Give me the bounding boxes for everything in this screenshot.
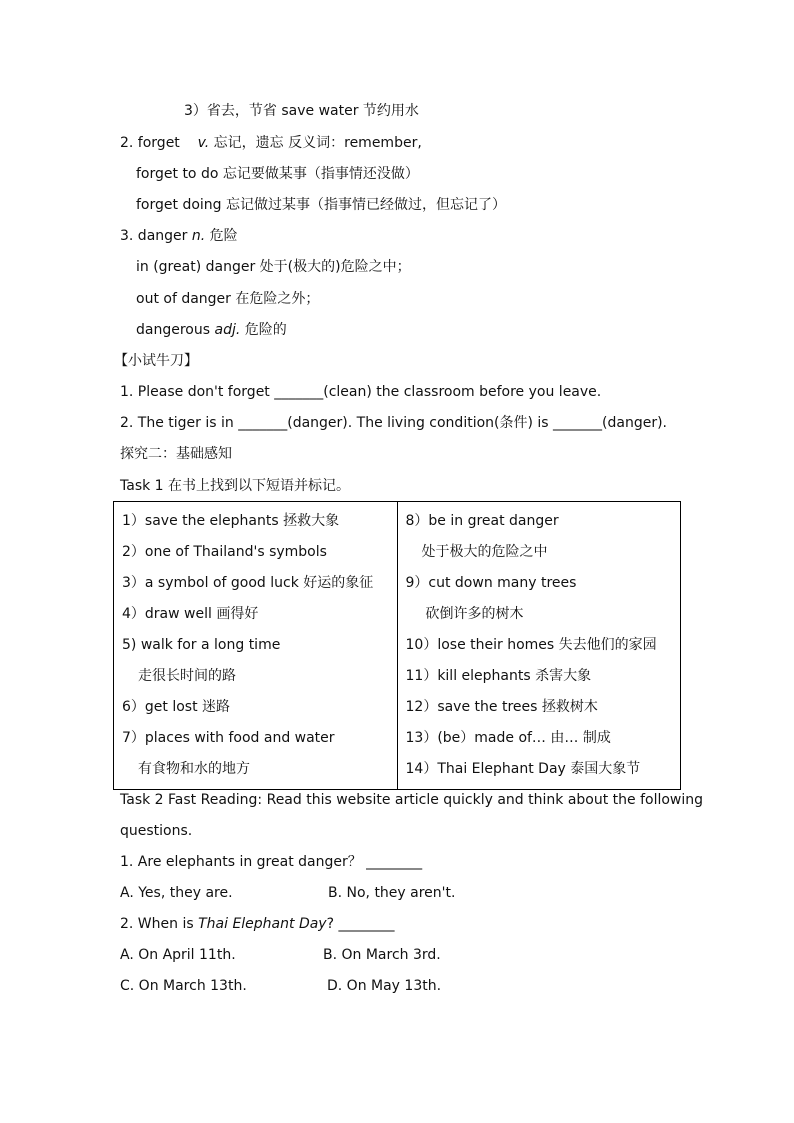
phrase-item: 1）save the elephants 拯救大象: [122, 513, 340, 529]
forget-word: 2. forget: [120, 135, 180, 151]
exercise-2: 2. The tiger is in _______(danger). The living condition(条件) is _______(danger).: [120, 415, 668, 431]
phrase-item: 11）kill elephants 杀害大象: [405, 668, 592, 684]
question-2-option-d: D. On May 13th.: [327, 978, 442, 994]
line-save-water: 3）省去，节省 save water 节约用水: [184, 103, 419, 119]
line-out-of-danger: out of danger 在危险之外；: [136, 291, 320, 307]
task-2-heading: Task 2 Fast Reading: Read this website article quickly and think about the following: [120, 792, 704, 808]
phrase-table: [113, 501, 681, 790]
phrase-column-left: [114, 502, 398, 790]
phrase-item: 8）be in great danger: [405, 513, 559, 529]
question-1-option-a: A. Yes, they are.: [120, 885, 233, 901]
question-2: [120, 914, 394, 934]
phrase-item: 10）lose their homes 失去他们的家园: [405, 637, 657, 653]
question-2-italic: Thai Elephant Day: [198, 916, 327, 932]
phrase-item: 5) walk for a long time: [122, 637, 281, 653]
phrase-item: 9）cut down many trees: [405, 575, 577, 591]
question-1-option-b: B. No, they aren't.: [328, 885, 456, 901]
danger-pos: n.: [191, 228, 206, 244]
phrase-translation: 走很长时间的路: [138, 668, 236, 684]
phrase-translation: 处于极大的危险之中: [421, 544, 548, 560]
question-2-suffix: ? ________: [326, 916, 395, 932]
dangerous-def: 危险的: [244, 322, 287, 338]
phrase-item: 13）(be）made of… 由… 制成: [405, 730, 611, 746]
line-forget-doing: forget doing 忘记做过某事（指事情已经做过，但忘记了）: [136, 197, 506, 213]
phrase-translation: 有食物和水的地方: [138, 761, 250, 777]
phrase-item: 4）draw well 画得好: [122, 606, 259, 622]
task-1-heading: Task 1 在书上找到以下短语并标记。: [120, 478, 351, 494]
question-2-option-b: B. On March 3rd.: [323, 947, 441, 963]
question-2-prefix: 2. When is: [120, 916, 199, 932]
practice-heading: 【小试牛刀】: [114, 353, 198, 369]
phrase-column-right: [397, 502, 681, 790]
danger-word: 3. danger: [120, 228, 188, 244]
phrase-item: 2）one of Thailand's symbols: [122, 544, 327, 560]
line-danger-definition: [120, 226, 238, 246]
phrase-item: 7）places with food and water: [122, 730, 335, 746]
dangerous-word: dangerous: [136, 322, 211, 338]
table-row: [114, 502, 681, 790]
forget-pos: v.: [197, 135, 210, 151]
exercise-1: 1. Please don't forget _______(clean) the classroom before you leave.: [120, 384, 602, 400]
forget-def: 忘记，遗忘 反义词：remember,: [213, 135, 422, 151]
line-forget-definition: [120, 133, 422, 153]
line-forget-to-do: forget to do 忘记要做某事（指事情还没做）: [136, 166, 419, 182]
dangerous-pos: adj.: [214, 322, 241, 338]
phrase-item: 14）Thai Elephant Day 泰国大象节: [405, 761, 641, 777]
question-1: 1. Are elephants in great danger？ ________: [120, 854, 423, 870]
question-2-option-c: C. On March 13th.: [120, 978, 247, 994]
line-in-danger: in (great) danger 处于(极大的)危险之中；: [136, 259, 411, 275]
explore-2-heading: 探究二：基础感知: [120, 446, 232, 462]
question-2-option-a: A. On April 11th.: [120, 947, 236, 963]
phrase-item: 3）a symbol of good luck 好运的象征: [122, 575, 374, 591]
phrase-item: 12）save the trees 拯救树木: [405, 699, 598, 715]
phrase-item: 6）get lost 迷路: [122, 699, 231, 715]
danger-def: 危险: [209, 228, 238, 244]
task-2-heading-cont: questions.: [120, 823, 193, 839]
line-dangerous: [136, 320, 287, 340]
phrase-translation: 砍倒许多的树木: [425, 606, 524, 622]
